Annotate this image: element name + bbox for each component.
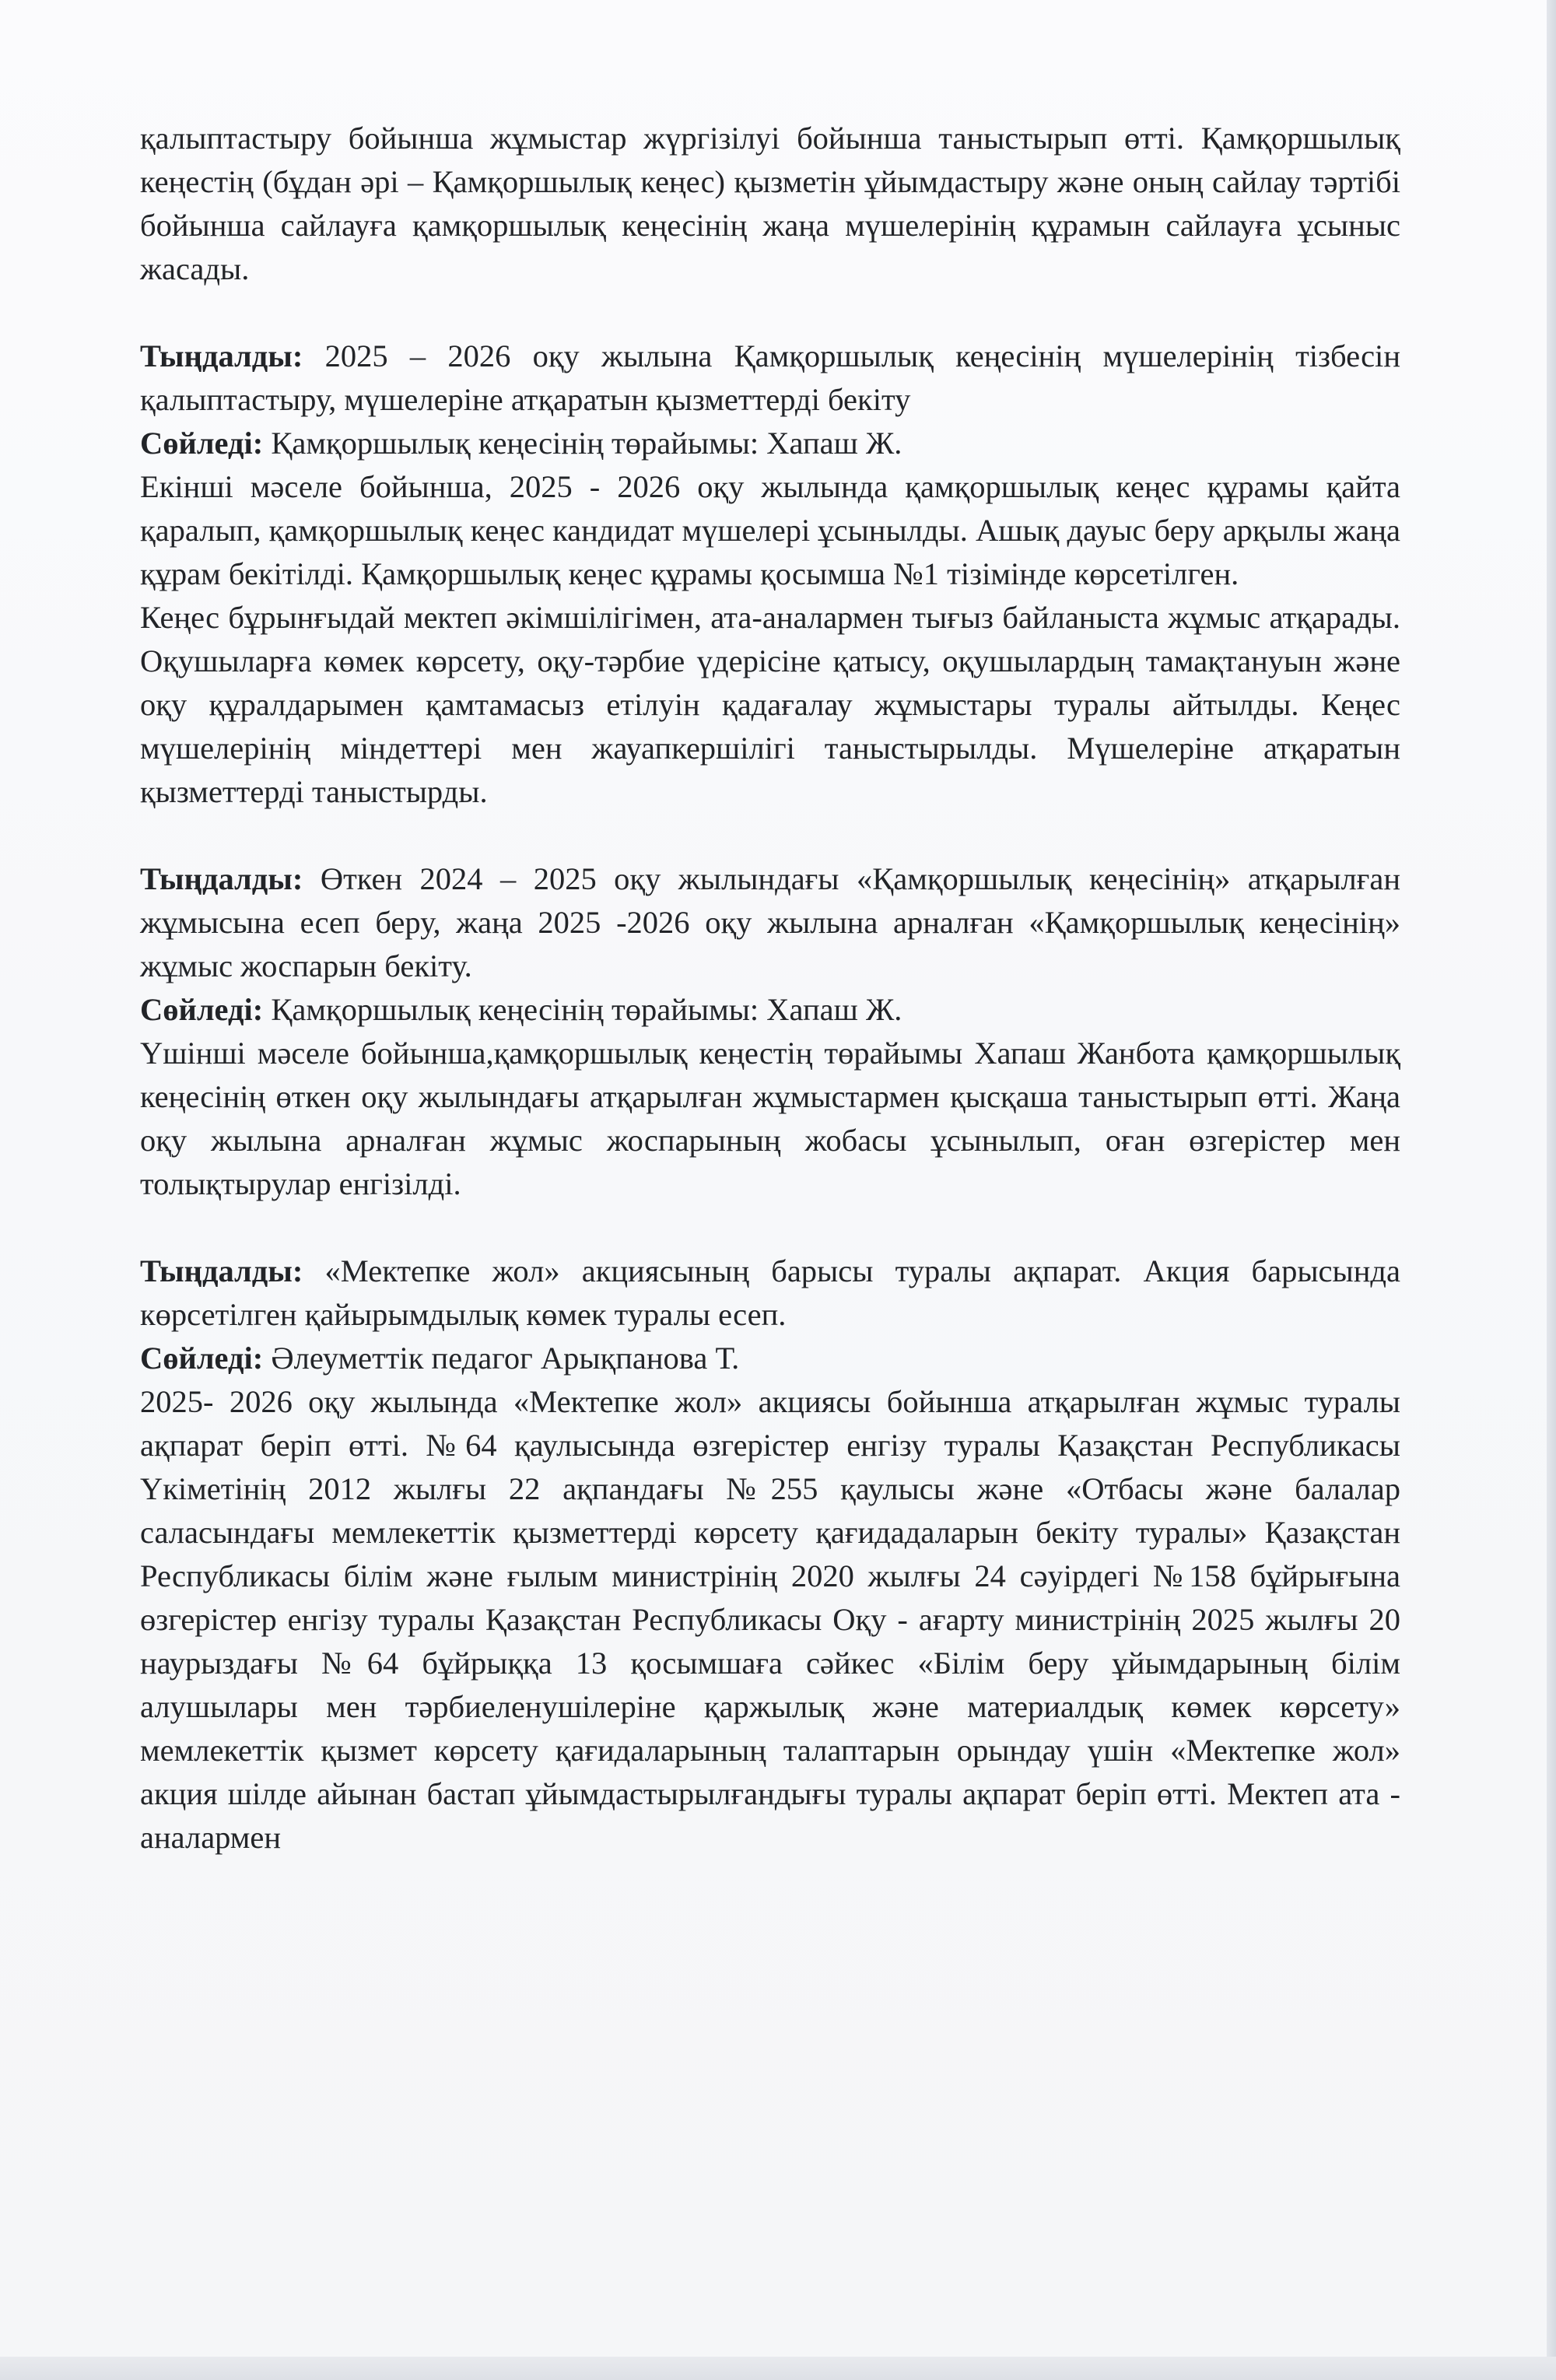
- body-paragraph: Екінші мәселе бойынша, 2025 - 2026 оқу жылында қамқоршылық кеңес құрамы қайта қаралып, қамқоршылық кеңес кандидат мүшелері ұсынылды. Ашық дауыс беру арқылы жаңа құрам бекітілді. Қамқоршылық кеңес құрамы қосымша №1 тізімінде көрсетілген.: [140, 469, 1400, 591]
- listened-label: Тыңдалды:: [140, 861, 303, 896]
- listened-paragraph: [140, 857, 1400, 988]
- page-right-edge: [1547, 0, 1556, 2380]
- listened-text: «Мектепке жол» акциясының барысы туралы ақпарат. Акция барысында көрсетілген қайырымдылық көмек туралы есеп.: [140, 1253, 1400, 1332]
- document-body: [140, 117, 1400, 1859]
- spoke-label: Сөйледі:: [140, 426, 264, 461]
- listened-paragraph: [140, 1250, 1400, 1337]
- agenda-item-3: [140, 857, 1400, 1206]
- body-paragraph: Үшінші мәселе бойынша,қамқоршылық кеңестің төрайымы Хапаш Жанбота қамқоршылық кеңесінің өткен оқу жылындағы атқарылған жұмыстармен қысқаша таныстырып өтті. Жаңа оқу жылына арналған жұмыс жоспарының жобасы ұсынылып, оған өзгерістер мен толықтырулар енгізілді.: [140, 1036, 1400, 1201]
- spoke-paragraph: [140, 988, 1400, 1032]
- intro-paragraph: [140, 117, 1400, 291]
- listened-text: 2025 – 2026 оқу жылына Қамқоршылық кеңесінің мүшелерінің тізбесін қалыптастыру, мүшелеріне атқаратын қызметтерді бекіту: [140, 338, 1400, 417]
- spoke-text: Қамқоршылық кеңесінің төрайымы: Хапаш Ж.: [263, 426, 902, 461]
- spoke-paragraph: [140, 422, 1400, 465]
- listened-label: Тыңдалды:: [140, 1253, 303, 1288]
- body-paragraph: 2025- 2026 оқу жылында «Мектепке жол» акциясы бойынша атқарылған жұмыс туралы ақпарат беріп өтті. №64 қаулысында өзгерістер енгізу туралы Қазақстан Республикасы Үкіметінің 2012 жылғы 22 ақпандағы №255 қаулысы және «Отбасы және балалар саласындағы мемлекеттік қызметтерді көрсету қағидадаларын бекіту туралы» Қазақстан Республикасы білім және ғылым министрінің 2020 жылғы 24 сәуірдегі №158 бұйрығына өзгерістер енгізу туралы Қазақстан Республикасы Оқу - ағарту министрінің 2025 жылғы 20 наурыздағы №64 бұйрыққа 13 қосымшаға сәйкес «Білім беру ұйымдарының білім алушылары мен тәрбиеленушілеріне қаржылық және материалдық көмек көрсету» мемлекеттік қызмет көрсету қағидаларының талаптарын орындау үшін «Мектепке жол» акция шілде айынан бастап ұйымдастырылғандығы туралы ақпарат беріп өтті. Мектеп ата - аналармен: [140, 1384, 1400, 1855]
- intro-text: қалыптастыру бойынша жұмыстар жүргізілуі бойынша таныстырып өтті. Қамқоршылық кеңестің (бұдан әрі – Қамқоршылық кеңес) қызметін ұйымдастыру және оның сайлау тәртібі бойынша сайлауға қамқоршылық кеңесінің жаңа мүшелерінің құрамын сайлауға ұсыныс жасады.: [140, 121, 1400, 286]
- body-paragraph: Кеңес бұрынғыдай мектеп әкімшілігімен, ата-аналармен тығыз байланыста жұмыс атқарады. Оқушыларға көмек көрсету, оқу-тәрбие үдерісіне қатысу, оқушылардың тамақтануын және оқу құралдарымен қамтамасыз етілуін қадағалау жұмыстары туралы айтылды. Кеңес мүшелерінің міндеттері мен жауапкершілігі таныстырылды. Мүшелеріне атқаратын қызметтерді таныстырды.: [140, 600, 1400, 809]
- listened-label: Тыңдалды:: [140, 338, 303, 373]
- page-bottom-edge: [0, 2357, 1556, 2380]
- spoke-label: Сөйледі:: [140, 992, 264, 1027]
- spoke-label: Сөйледі:: [140, 1341, 264, 1376]
- agenda-item-2: [140, 335, 1400, 814]
- agenda-item-4: [140, 1250, 1400, 1859]
- spoke-text: Қамқоршылық кеңесінің төрайымы: Хапаш Ж.: [263, 992, 902, 1027]
- spoke-text: Әлеуметтік педагог Арықпанова Т.: [263, 1341, 740, 1376]
- spoke-paragraph: [140, 1337, 1400, 1380]
- listened-text: Өткен 2024 – 2025 оқу жылындағы «Қамқоршылық кеңесінің» атқарылған жұмысына есеп беру, жаңа 2025 -2026 оқу жылына арналған «Қамқоршылық кеңесінің» жұмыс жоспарын бекіту.: [140, 861, 1400, 983]
- listened-paragraph: [140, 335, 1400, 422]
